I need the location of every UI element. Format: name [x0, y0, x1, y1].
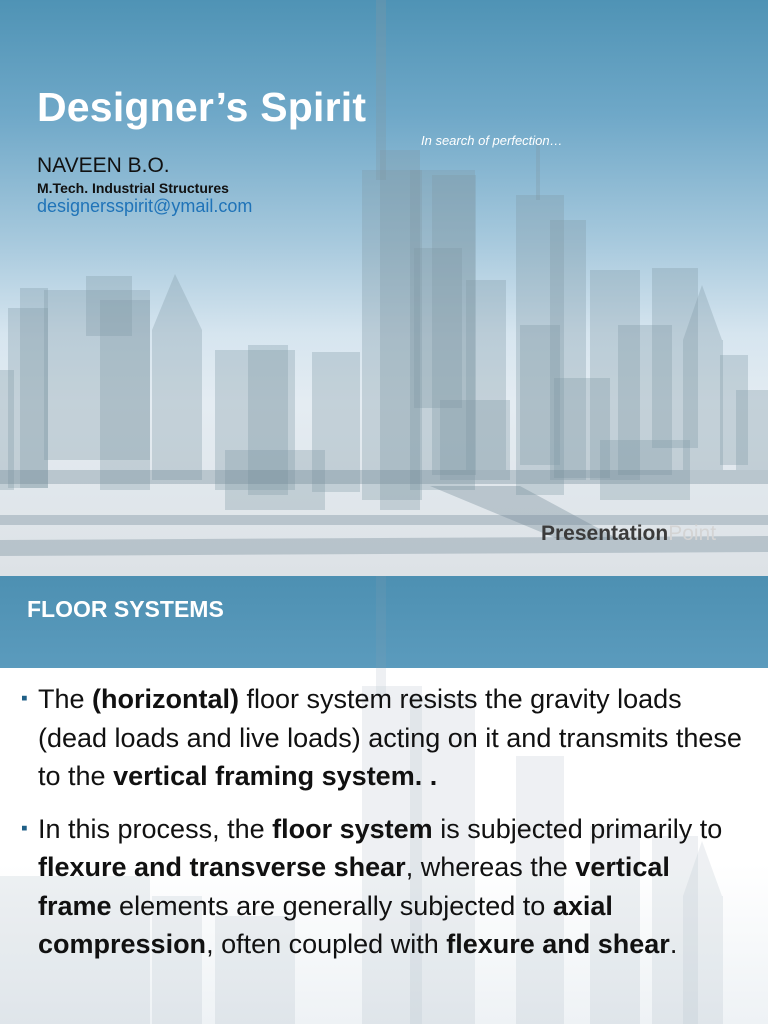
- square-bullet-icon: ▪: [21, 688, 28, 709]
- brand-logo: [541, 522, 716, 546]
- section-heading: FLOOR SYSTEMS: [27, 596, 224, 622]
- author-name: NAVEEN B.O.: [37, 154, 170, 177]
- tagline: In search of perfection…: [421, 133, 563, 148]
- bullet-text: The: [38, 684, 93, 714]
- content-slide: [0, 576, 768, 1024]
- bullet-text: .: [669, 929, 678, 959]
- bullet-text: floor system resists the gravity loads (dead loads and live loads) acting on it and transmits these to the: [38, 684, 742, 791]
- bullet-emphasis: vertical frame: [38, 852, 670, 921]
- brand-logo-presentation: Presentation: [541, 522, 669, 545]
- bullet-emphasis: floor system: [272, 813, 433, 844]
- bullet-text: is subjected primarily to: [432, 813, 723, 844]
- bullet-text: elements are generally subjected to: [111, 890, 553, 921]
- list-item: [19, 810, 749, 964]
- list-item: [19, 680, 749, 796]
- square-bullet-icon: ▪: [21, 817, 28, 839]
- author-affiliation: M.Tech. Industrial Structures: [37, 180, 229, 196]
- bullet-text: In this process, the: [38, 813, 273, 844]
- bullet-emphasis: axial compression: [38, 890, 613, 959]
- presentation-title: Designer’s Spirit: [37, 84, 367, 130]
- bullet-text: , whereas the: [405, 852, 576, 882]
- author-email-link[interactable]: designersspirit@ymail.com: [37, 196, 253, 216]
- bullet-emphasis: (horizontal): [92, 684, 240, 714]
- bullet-emphasis: flexure and shear: [446, 929, 670, 959]
- bullet-emphasis: vertical framing system. .: [113, 761, 438, 791]
- bullet-text: , often coupled with: [206, 929, 447, 959]
- brand-logo-point: Point: [668, 522, 717, 545]
- bullet-list: [19, 680, 749, 978]
- bullet-emphasis: flexure and transverse shear: [38, 852, 406, 882]
